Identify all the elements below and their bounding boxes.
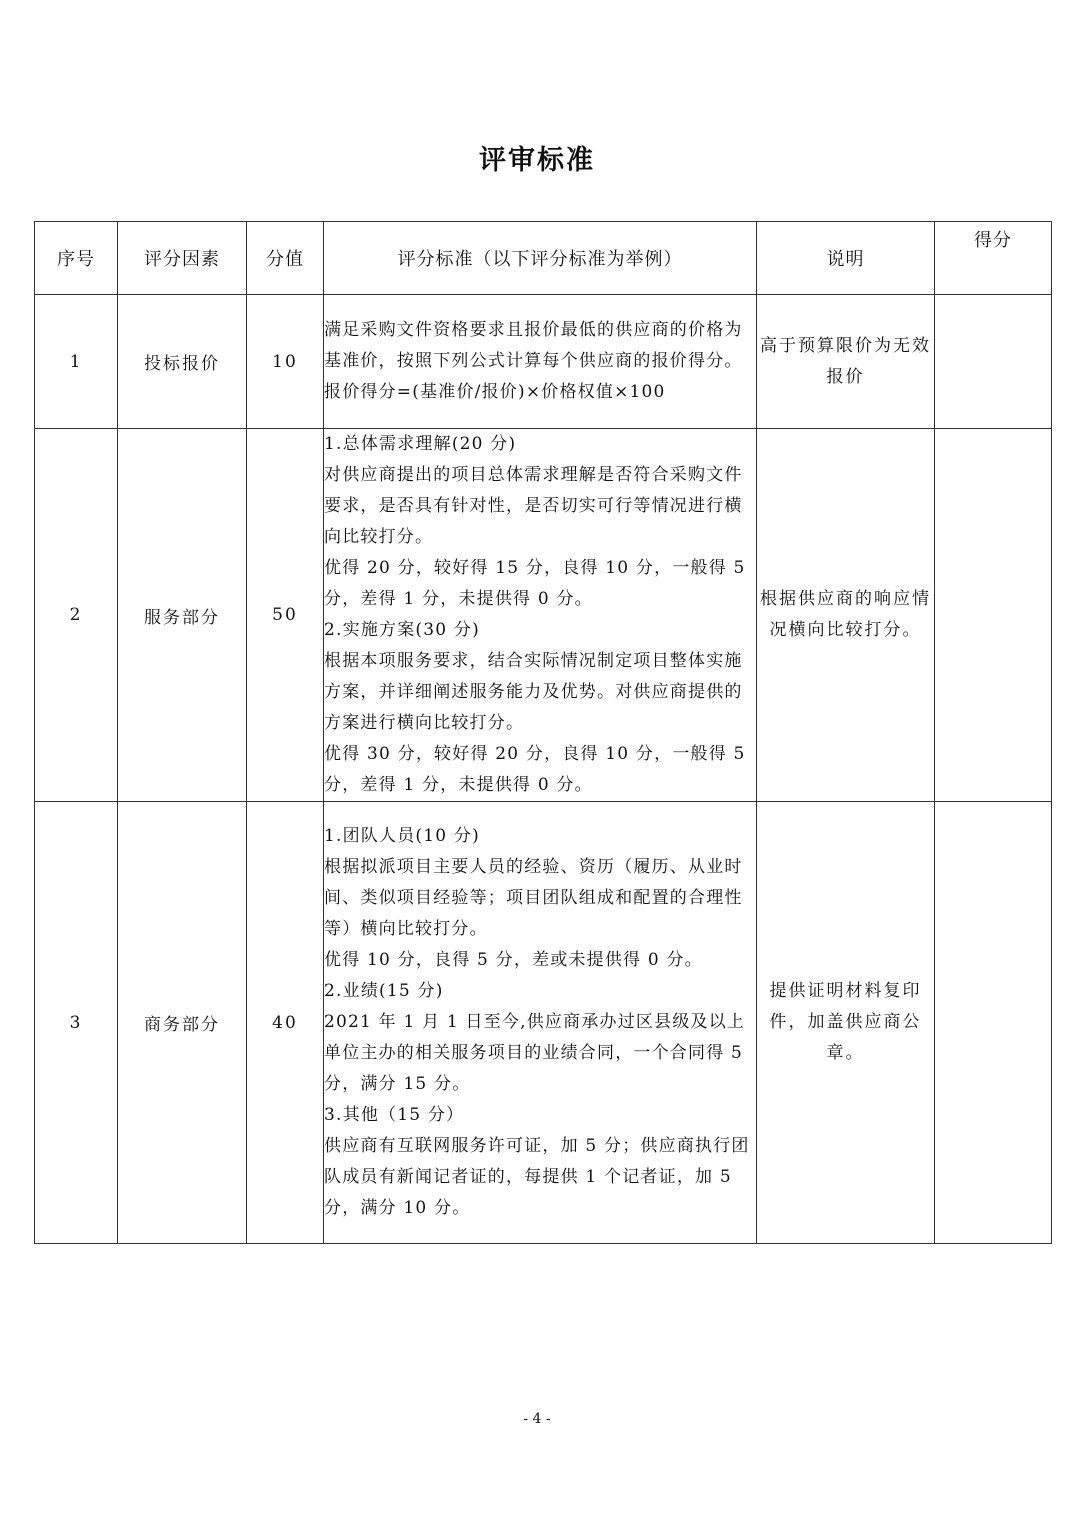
row-no: 3 (35, 802, 118, 1244)
criteria-line: 优得 20 分，较好得 15 分，良得 10 分，一般得 5 分，差得 1 分，未提供得 0 分。 (324, 558, 746, 609)
row-score (935, 802, 1052, 1244)
row-factor: 商务部分 (118, 802, 247, 1244)
header-note: 说明 (757, 222, 935, 295)
table-header-row (35, 222, 1052, 295)
row-score (935, 429, 1052, 802)
row-score (935, 295, 1052, 429)
criteria-line: 优得 10 分，良得 5 分，差或未提供得 0 分。 (324, 950, 703, 970)
criteria-line: 对供应商提出的项目总体需求理解是否符合采购文件要求，是否具有针对性，是否切实可行等情况进行横向比较打分。 (324, 465, 743, 547)
criteria-line: 根据拟派项目主要人员的经验、资历（履历、从业时间、类似项目经验等；项目团队组成和配置的合理性等）横向比较打分。 (324, 857, 743, 939)
row-points: 50 (247, 429, 324, 802)
criteria-line: 供应商有互联网服务许可证，加 5 分；供应商执行团队成员有新闻记者证的，每提供 1 个记者证，加 5 分，满分 10 分。 (324, 1136, 750, 1218)
row-criteria (324, 429, 757, 802)
criteria-line: 优得 30 分，较好得 20 分，良得 10 分，一般得 5 分，差得 1 分，未提供得 0 分。 (324, 744, 746, 795)
row-points: 10 (247, 295, 324, 429)
table-row (35, 429, 1052, 802)
row-criteria (324, 295, 757, 429)
row-note: 提供证明材料复印件，加盖供应商公章。 (757, 802, 935, 1244)
row-factor: 投标报价 (118, 295, 247, 429)
row-no: 2 (35, 429, 118, 802)
header-no: 序号 (35, 222, 118, 295)
row-note: 高于预算限价为无效报价 (757, 295, 935, 429)
criteria-line: 1.团队人员(10 分) (324, 826, 480, 846)
header-score: 得分 (935, 222, 1052, 295)
row-no: 1 (35, 295, 118, 429)
row-criteria (324, 802, 757, 1244)
row-factor: 服务部分 (118, 429, 247, 802)
header-criteria: 评分标准（以下评分标准为举例） (324, 222, 757, 295)
criteria-line: 满足采购文件资格要求且报价最低的供应商的价格为基准价，按照下列公式计算每个供应商的报价得分。 (324, 320, 743, 371)
table-row (35, 295, 1052, 429)
criteria-line: 2.实施方案(30 分) (324, 620, 480, 640)
evaluation-table (34, 221, 1052, 1244)
page-number: - 4 - (523, 1411, 551, 1427)
criteria-line: 2021 年 1 月 1 日至今,供应商承办过区县级及以上单位主办的相关服务项目的业绩合同，一个合同得 5 分，满分 15 分。 (324, 1012, 746, 1094)
page-title: 评审标准 (479, 145, 595, 176)
criteria-line: 1.总体需求理解(20 分) (324, 434, 517, 454)
criteria-line: 报价得分=(基准价/报价)×价格权值×100 (324, 382, 666, 402)
header-points: 分值 (247, 222, 324, 295)
criteria-line: 3.其他（15 分） (324, 1105, 465, 1125)
row-points: 40 (247, 802, 324, 1244)
table-row (35, 802, 1052, 1244)
criteria-line: 2.业绩(15 分) (324, 981, 444, 1001)
row-note: 根据供应商的响应情况横向比较打分。 (757, 429, 935, 802)
header-factor: 评分因素 (118, 222, 247, 295)
criteria-line: 根据本项服务要求，结合实际情况制定项目整体实施方案，并详细阐述服务能力及优势。对供应商提供的方案进行横向比较打分。 (324, 651, 743, 733)
